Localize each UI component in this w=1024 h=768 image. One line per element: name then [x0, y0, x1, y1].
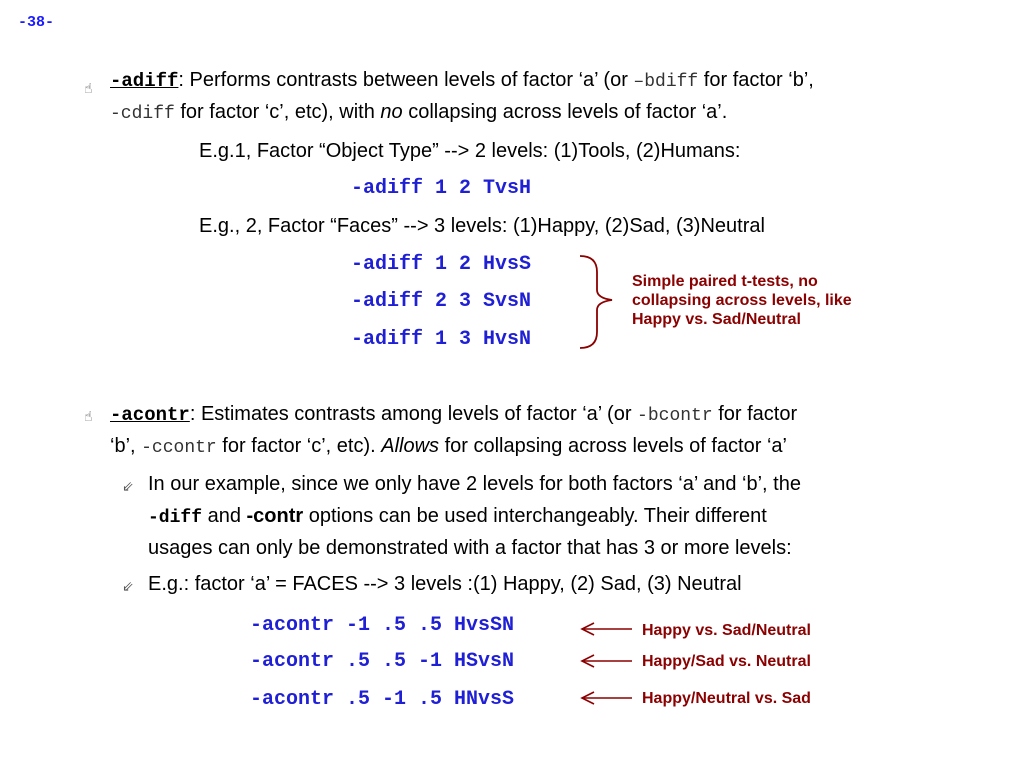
acontr-sub1-line-2: -diff and -contr options can be used interchangeably. Their different [148, 505, 767, 528]
bullet-icon: ☝ [84, 408, 93, 424]
arrow-1 [582, 623, 632, 635]
curly-brace [580, 256, 612, 348]
adiff-option: -adiff [110, 70, 179, 92]
page-number: -38- [18, 14, 55, 31]
adiff-example-1-command: -adiff 1 2 TvsH [351, 177, 532, 200]
arrow-3 [582, 692, 632, 704]
acontr-example-note-1: Happy vs. Sad/Neutral [642, 622, 811, 639]
sub-bullet-arrow-icon: ⇙ [122, 578, 134, 594]
acontr-option: -acontr [110, 404, 190, 426]
acontr-example-note-3: Happy/Neutral vs. Sad [642, 690, 811, 707]
adiff-example-2-command-2: -adiff 2 3 SvsN [351, 290, 532, 313]
adiff-example-2-command-1: -adiff 1 2 HvsS [351, 253, 532, 276]
paired-ttest-note: Simple paired t-tests, no collapsing across levels, like Happy vs. Sad/Neutral [632, 273, 852, 328]
arrow-2 [582, 655, 632, 667]
acontr-sub1-line-1: In our example, since we only have 2 levels for both factors ‘a’ and ‘b’, the [148, 473, 801, 495]
acontr-example-command-1: -acontr -1 .5 .5 HvsSN [250, 614, 515, 637]
bullet-icon: ☝ [84, 80, 93, 96]
adiff-example-1: E.g.1, Factor “Object Type” --> 2 levels: (1)Tools, (2)Humans: [199, 140, 741, 162]
acontr-example-note-2: Happy/Sad vs. Neutral [642, 653, 811, 670]
adiff-example-2: E.g., 2, Factor “Faces” --> 3 levels: (1)Happy, (2)Sad, (3)Neutral [199, 215, 765, 237]
adiff-example-2-command-3: -adiff 1 3 HvsN [351, 328, 532, 351]
acontr-example-command-3: -acontr .5 -1 .5 HNvsS [250, 688, 515, 711]
adiff-line-2: -cdiff for factor ‘c’, etc), with no collapsing across levels of factor ‘a’. [110, 101, 728, 124]
acontr-line-1: -acontr: Estimates contrasts among levels of factor ‘a’ (or -bcontr for factor [110, 403, 798, 426]
acontr-sub2: E.g.: factor ‘a’ = FACES --> 3 levels :(1) Happy, (2) Sad, (3) Neutral [148, 573, 742, 595]
sub-bullet-arrow-icon: ⇙ [122, 478, 134, 494]
acontr-line-2: ‘b’, -ccontr for factor ‘c’, etc). Allows for collapsing across levels of factor ‘a’ [110, 435, 787, 458]
acontr-sub1-line-3: usages can only be demonstrated with a factor that has 3 or more levels: [148, 537, 792, 559]
acontr-example-command-2: -acontr .5 .5 -1 HSvsN [250, 650, 515, 673]
adiff-line-1: -adiff: Performs contrasts between levels of factor ‘a’ (or –bdiff for factor ‘b’, [110, 69, 814, 92]
